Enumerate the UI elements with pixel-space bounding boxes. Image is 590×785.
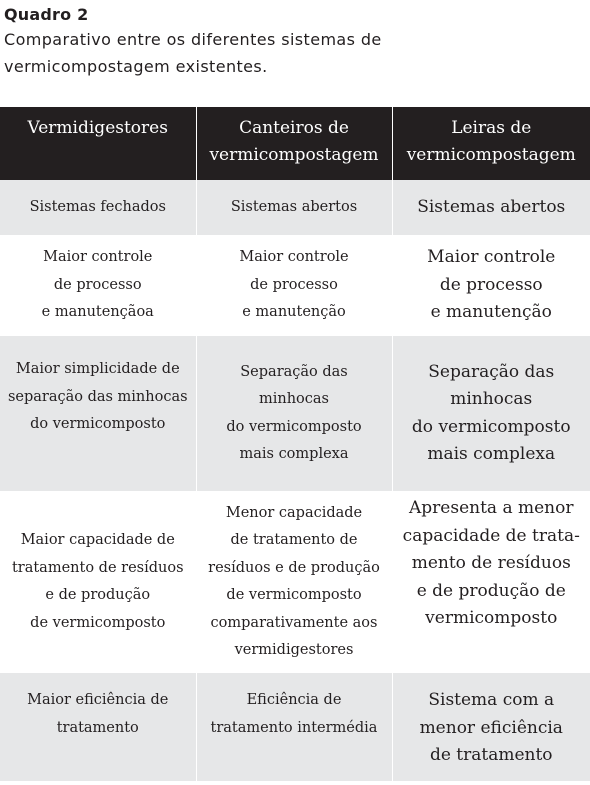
cell-line: comparativamente aos bbox=[210, 614, 378, 631]
table-row bbox=[0, 235, 590, 336]
table-cell bbox=[0, 180, 196, 235]
table-row bbox=[0, 336, 590, 491]
table-cell bbox=[196, 336, 392, 491]
header-line: Vermidigestores bbox=[27, 118, 168, 138]
table-row bbox=[0, 491, 590, 673]
table-caption bbox=[4, 4, 584, 80]
cell-line: tratamento bbox=[56, 719, 139, 736]
cell-line: mento de resíduos bbox=[411, 553, 571, 573]
cell-line: vermidigestores bbox=[234, 642, 354, 658]
header-line: Leiras de bbox=[451, 118, 532, 138]
cell-line: mais complexa bbox=[239, 446, 349, 462]
caption-label: Quadro 2 bbox=[4, 5, 89, 24]
table-cell bbox=[392, 235, 590, 336]
cell-line: Maior eficiência de bbox=[27, 692, 169, 708]
table-cell bbox=[0, 491, 196, 673]
cell-line: de tratamento de bbox=[230, 532, 358, 548]
cell-line: de processo bbox=[53, 276, 142, 293]
table-row bbox=[0, 180, 590, 235]
cell-line: Apresenta a menor bbox=[409, 498, 574, 518]
header-line: vermicompostagem bbox=[406, 145, 576, 165]
cell-line: Sistema com a bbox=[428, 690, 555, 710]
cell-line: Sistemas fechados bbox=[29, 198, 166, 215]
cell-line: resíduos e de produção bbox=[208, 559, 380, 576]
cell-line: de processo bbox=[439, 274, 543, 295]
cell-line: tratamento intermédia bbox=[210, 719, 378, 736]
cell-line: de vermicomposto bbox=[226, 587, 362, 603]
table-cell bbox=[196, 180, 392, 235]
cell-line: vermicomposto bbox=[425, 608, 558, 628]
cell-line: de vermicomposto bbox=[30, 614, 166, 631]
table-cell bbox=[392, 673, 590, 781]
cell-line: de tratamento bbox=[429, 745, 553, 765]
table-cell bbox=[196, 673, 392, 781]
cell-line: Separação das bbox=[240, 363, 348, 380]
comparison-table bbox=[0, 107, 590, 781]
cell-line: Menor capacidade bbox=[225, 504, 363, 521]
cell-line: e de produção bbox=[45, 587, 151, 603]
cell-line: menor eficiência bbox=[419, 717, 563, 738]
header-line: vermicompostagem bbox=[209, 145, 379, 165]
cell-line: Separação das bbox=[428, 361, 555, 382]
cell-line: e manutenção bbox=[242, 304, 346, 321]
cell-line: minhocas bbox=[450, 389, 533, 409]
cell-line: e manutenção bbox=[430, 302, 552, 323]
table-cell bbox=[392, 491, 590, 673]
cell-line: Eficiência de bbox=[246, 692, 342, 708]
cell-line: do vermicomposto bbox=[226, 418, 362, 435]
cell-line: Sistemas abertos bbox=[230, 198, 358, 215]
table-cell bbox=[0, 336, 196, 491]
cell-line: separação das minhocas bbox=[7, 388, 188, 405]
cell-line: Maior simplicidade de bbox=[15, 361, 180, 377]
table-cell bbox=[392, 180, 590, 235]
table-cell bbox=[196, 235, 392, 336]
caption-text-line-2: vermicompostagem existentes. bbox=[4, 57, 268, 76]
table-cell bbox=[196, 491, 392, 673]
cell-line: minhocas bbox=[258, 391, 329, 407]
header-leiras bbox=[392, 107, 590, 180]
table-row bbox=[0, 673, 590, 781]
table-header-row bbox=[0, 107, 590, 180]
cell-line: e manutençãoa bbox=[41, 304, 154, 321]
table-cell bbox=[392, 336, 590, 491]
cell-line: Sistemas abertos bbox=[417, 196, 566, 217]
cell-line: capacidade de trata- bbox=[402, 525, 580, 546]
cell-line: do vermicomposto bbox=[411, 416, 571, 437]
header-canteiros bbox=[196, 107, 392, 180]
cell-line: mais complexa bbox=[427, 444, 556, 464]
caption-text-line-1: Comparativo entre os diferentes sistemas de bbox=[4, 30, 382, 49]
header-vermidigestores bbox=[0, 107, 196, 180]
cell-line: Maior controle bbox=[239, 249, 349, 266]
cell-line: Maior capacidade de bbox=[20, 532, 175, 548]
cell-line: tratamento de resíduos bbox=[11, 559, 184, 576]
cell-line: do vermicomposto bbox=[30, 416, 166, 432]
table-cell bbox=[0, 235, 196, 336]
cell-line: e de produção de bbox=[416, 580, 566, 601]
cell-line: de processo bbox=[250, 276, 338, 293]
header-line: Canteiros de bbox=[239, 118, 349, 138]
table-cell bbox=[0, 673, 196, 781]
cell-line: Maior controle bbox=[427, 247, 556, 268]
cell-line: Maior controle bbox=[43, 249, 153, 266]
